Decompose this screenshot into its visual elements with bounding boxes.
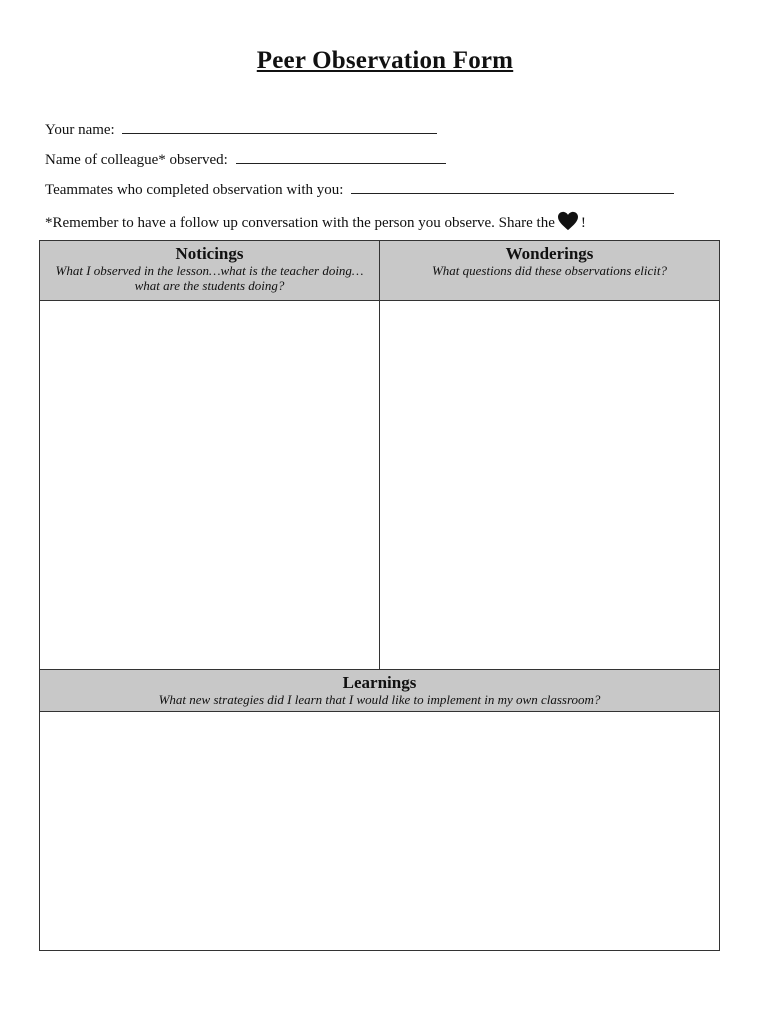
- learnings-subheading: What new strategies did I learn that I would like to implement in my own classroom?: [158, 692, 601, 707]
- wonderings-subheading: What questions did these observations elicit?: [431, 263, 668, 278]
- noticings-heading: Noticings: [175, 244, 244, 263]
- your-name-input-line[interactable]: [122, 121, 437, 134]
- noticings-header: [40, 241, 380, 301]
- wonderings-header: [380, 241, 720, 301]
- noticings-entry-area[interactable]: [40, 301, 380, 670]
- noticings-subheading: What I observed in the lesson…what is the teacher doing…what are the students doing?: [55, 263, 364, 293]
- reminder-end: !: [580, 215, 586, 231]
- learnings-heading: Learnings: [342, 673, 417, 692]
- learnings-header: [40, 670, 720, 712]
- heart-icon: [557, 211, 579, 231]
- your-name-label: Your name:: [45, 122, 115, 138]
- teammates-field: [45, 181, 674, 199]
- form-title: Peer Observation Form: [256, 47, 514, 74]
- wonderings-heading: Wonderings: [505, 244, 594, 263]
- teammates-input-line[interactable]: [351, 181, 674, 194]
- reminder-note: [45, 211, 586, 232]
- wonderings-entry-area[interactable]: [380, 301, 720, 670]
- teammates-label: Teammates who completed observation with you:: [45, 182, 344, 198]
- reminder-text: *Remember to have a follow up conversation with the person you observe. Share the: [45, 215, 555, 231]
- your-name-field: [45, 121, 437, 139]
- observation-grid: [39, 240, 720, 951]
- learnings-entry-area[interactable]: [40, 712, 720, 951]
- colleague-name-field: [45, 151, 446, 169]
- colleague-name-label: Name of colleague* observed:: [45, 152, 228, 168]
- colleague-name-input-line[interactable]: [236, 151, 446, 164]
